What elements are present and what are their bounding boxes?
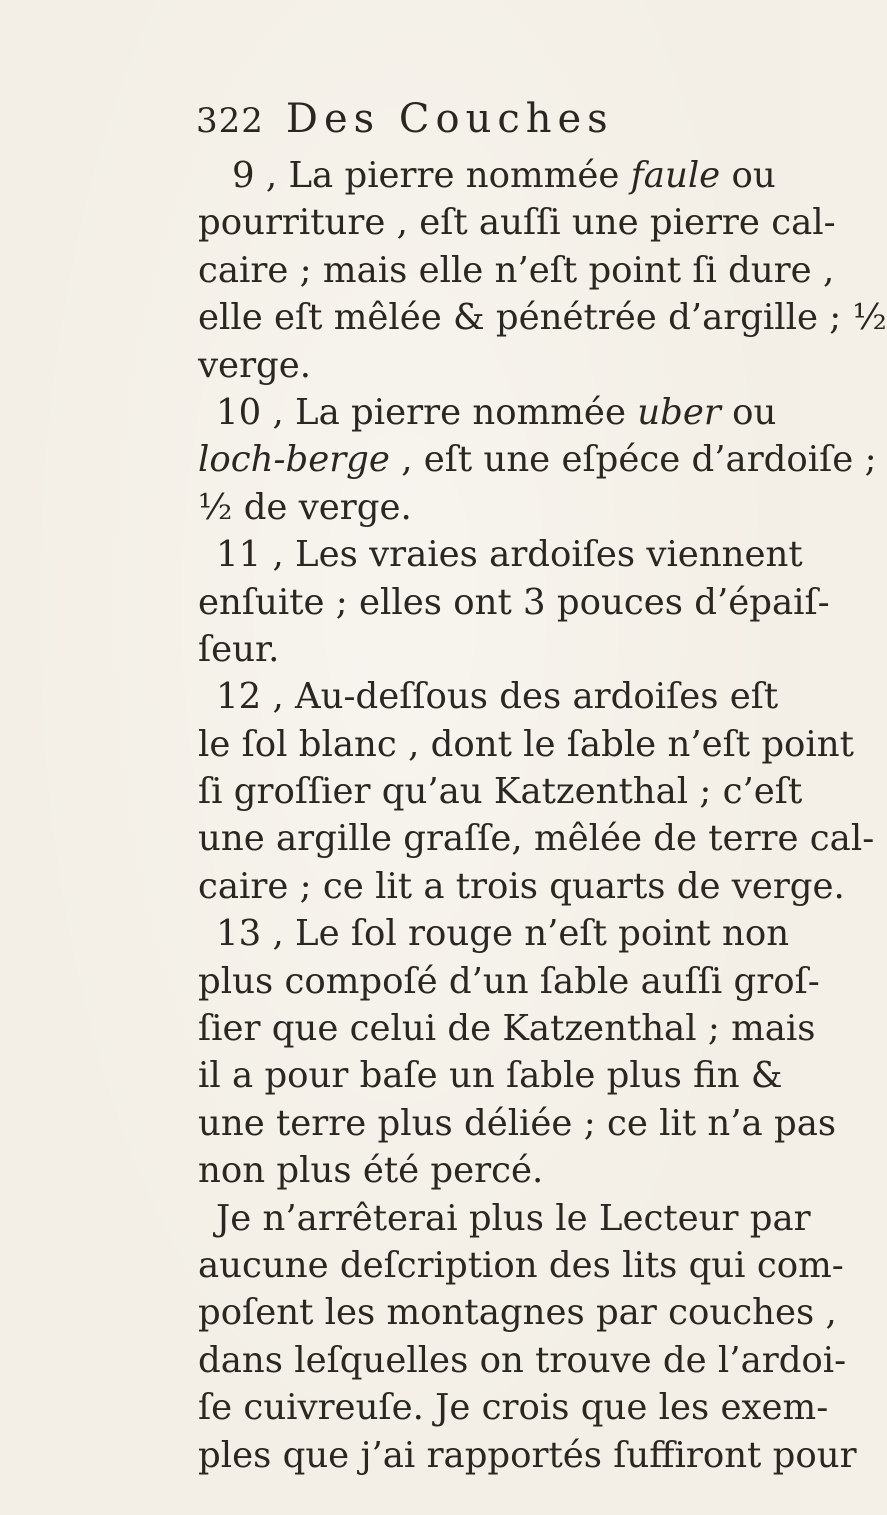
text-line xyxy=(198,247,835,294)
text-run: aucune deſcription des lits qui com- xyxy=(198,1244,844,1286)
text-line xyxy=(198,152,778,199)
text-line xyxy=(198,484,778,531)
text-run: ou xyxy=(720,155,776,196)
text-run: Je n’arrêterai plus le Lecteur par xyxy=(216,1197,811,1239)
text-run: plus compoſé d’un ſable auſſi groſ- xyxy=(198,960,820,1002)
text-line xyxy=(198,531,803,578)
text-run: verge. xyxy=(198,344,312,386)
italic-term: uber xyxy=(637,391,721,433)
text-line xyxy=(198,389,778,436)
text-line xyxy=(198,626,778,673)
text-run: enſuite ; elles ont 3 pouces d’épaiſ- xyxy=(198,581,830,623)
text-run: ſi groſſier qu’au Katzenthal ; c’eſt xyxy=(198,771,803,813)
text-line xyxy=(198,1005,816,1052)
text-line xyxy=(198,1100,837,1147)
page-header xyxy=(196,96,756,146)
text-run: ou xyxy=(720,391,777,433)
text-run: poſent les montagnes par couches , xyxy=(198,1292,837,1334)
text-line xyxy=(198,294,887,341)
text-line xyxy=(198,958,820,1005)
text-run: une argille graſſe, mêlée de terre cal- xyxy=(198,818,875,860)
text-run: 9 , La pierre nommée xyxy=(232,155,631,196)
body-text xyxy=(198,152,887,1479)
text-run: caire ; mais elle n’eſt point ſi dure , xyxy=(198,249,835,291)
text-run: le ſol blanc , dont le ſable n’eſt point xyxy=(198,723,854,765)
text-line xyxy=(198,1242,844,1289)
text-run: caire ; ce lit a trois quarts de verge. xyxy=(198,865,845,907)
text-run: non plus été percé. xyxy=(198,1150,544,1192)
text-run: une terre plus déliée ; ce lit n’a pas xyxy=(198,1102,837,1144)
text-line xyxy=(198,721,854,768)
text-line xyxy=(198,1195,811,1242)
text-line xyxy=(198,1337,847,1384)
text-run: il a pour baſe un ſable plus fin & xyxy=(198,1055,783,1097)
running-title: Des Couches xyxy=(285,96,614,142)
text-run: 12 , Au-deſſous des ardoiſes eſt xyxy=(216,676,779,718)
text-run: 13 , Le ſol rouge n’eſt point non xyxy=(216,913,790,955)
text-line xyxy=(198,579,830,626)
text-line xyxy=(198,863,845,910)
text-line xyxy=(198,1052,783,1099)
text-line xyxy=(198,1147,778,1194)
text-run: elle eſt mêlée & pénétrée d’argille ; ½ xyxy=(198,297,887,339)
text-line xyxy=(198,910,790,957)
text-run: ples que j’ai rapportés ſuffiront pour xyxy=(198,1434,857,1476)
text-line xyxy=(198,768,803,815)
text-line xyxy=(198,1384,829,1431)
text-run: 11 , Les vraies ardoiſes viennent xyxy=(216,534,803,576)
page-number: 322 xyxy=(196,101,264,141)
text-line xyxy=(198,199,836,246)
text-run: ſeur. xyxy=(198,628,280,670)
text-line xyxy=(198,1432,857,1479)
text-line xyxy=(198,815,875,862)
text-line xyxy=(198,342,778,389)
italic-term: loch-berge xyxy=(198,439,390,481)
text-line xyxy=(198,436,877,483)
italic-term: faule xyxy=(630,155,721,196)
text-run: dans leſquelles on trouve de l’ardoi- xyxy=(198,1339,847,1381)
text-run: pourriture , eſt auſſi une pierre cal- xyxy=(198,202,836,244)
text-run: , eſt une eſpéce d’ardoiſe ; xyxy=(389,439,877,481)
text-line xyxy=(198,1289,837,1336)
text-line xyxy=(198,673,778,720)
text-run: ſier que celui de Katzenthal ; mais xyxy=(198,1008,816,1050)
text-run: ½ de verge. xyxy=(198,486,412,528)
text-run: ſe cuivreuſe. Je crois que les exem- xyxy=(198,1387,829,1429)
text-run: 10 , La pierre nommée xyxy=(216,391,638,433)
